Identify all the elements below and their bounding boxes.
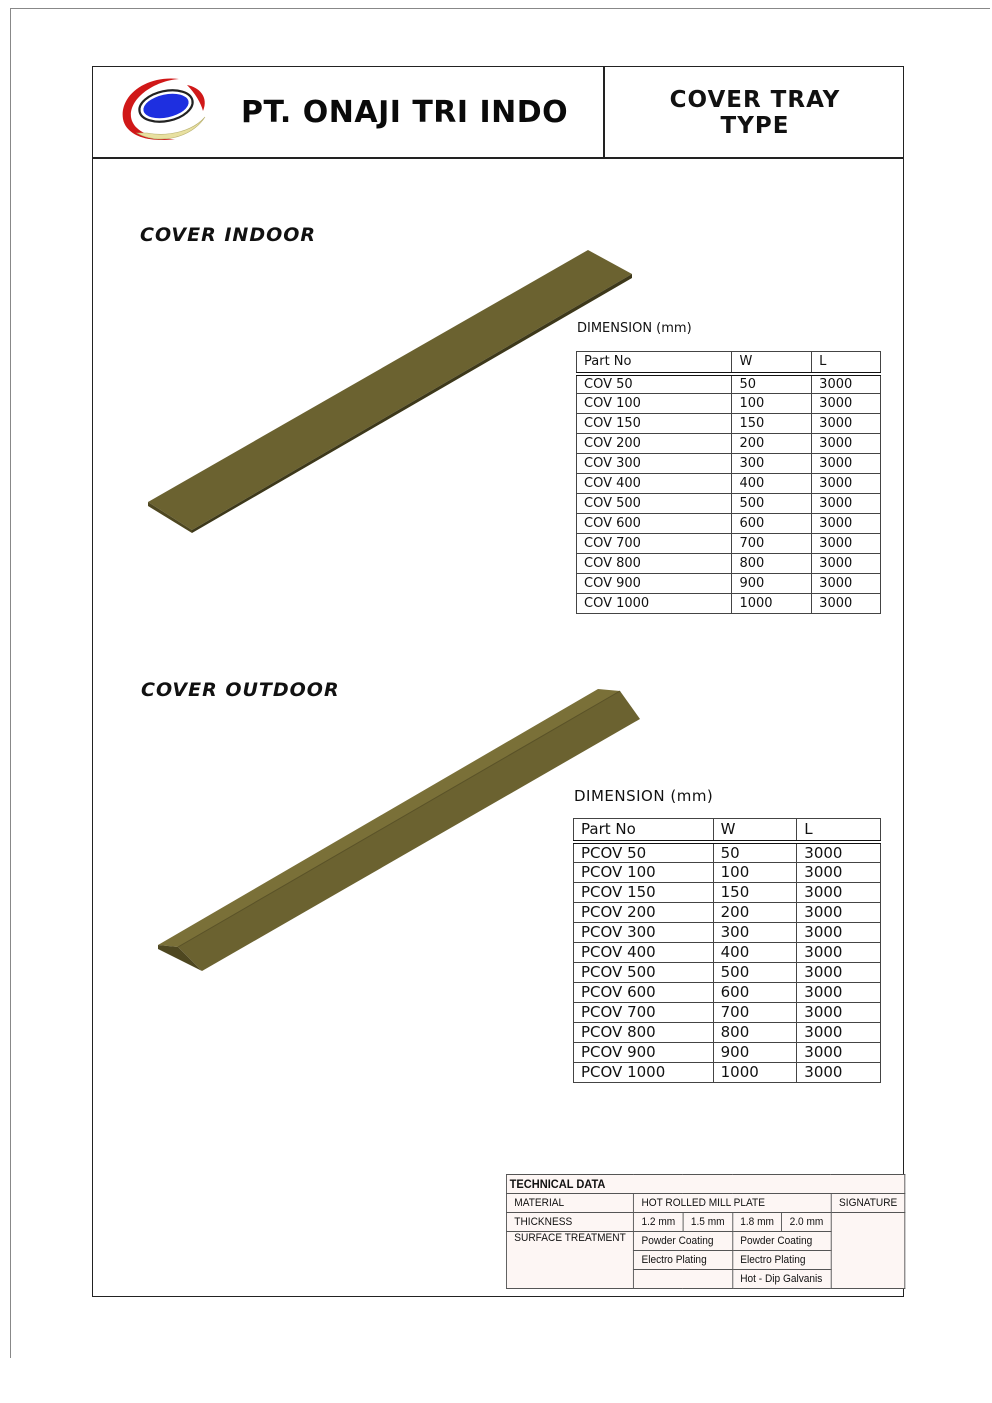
column-header-w: W — [713, 819, 797, 842]
signature-area — [831, 1213, 905, 1289]
table-row — [577, 394, 881, 414]
indoor-dimension-label: DIMENSION (mm) — [577, 321, 692, 336]
width-cell: 150 — [732, 414, 812, 434]
length-cell: 3000 — [797, 1022, 881, 1042]
part-no-cell: COV 400 — [577, 474, 732, 494]
part-no-cell: PCOV 300 — [574, 922, 714, 942]
outdoor-dimension-table — [573, 818, 881, 1083]
length-cell: 3000 — [797, 942, 881, 962]
width-cell: 300 — [713, 922, 797, 942]
surface-option-left: Powder Coating — [634, 1232, 733, 1251]
part-no-cell: PCOV 800 — [574, 1022, 714, 1042]
length-cell: 3000 — [797, 902, 881, 922]
table-row — [574, 1042, 881, 1062]
table-row — [577, 514, 881, 534]
table-row — [577, 374, 881, 394]
table-row — [577, 534, 881, 554]
part-no-cell: PCOV 150 — [574, 882, 714, 902]
length-cell: 3000 — [797, 882, 881, 902]
document-title-line2: TYPE — [720, 113, 790, 139]
thickness-row — [506, 1213, 905, 1232]
width-cell: 600 — [713, 982, 797, 1002]
width-cell: 500 — [713, 962, 797, 982]
width-cell: 900 — [713, 1042, 797, 1062]
part-no-cell: PCOV 100 — [574, 862, 714, 882]
table-row — [577, 434, 881, 454]
part-no-cell: PCOV 700 — [574, 1002, 714, 1022]
part-no-cell: PCOV 400 — [574, 942, 714, 962]
width-cell: 900 — [732, 574, 812, 594]
page-edge-top — [10, 8, 990, 9]
document-title — [605, 87, 905, 139]
technical-title-row — [506, 1175, 905, 1194]
thickness-option: 2.0 mm — [782, 1213, 831, 1232]
part-no-cell: COV 900 — [577, 574, 732, 594]
part-no-cell: COV 50 — [577, 374, 732, 394]
length-cell: 3000 — [797, 1042, 881, 1062]
thickness-option: 1.8 mm — [732, 1213, 781, 1232]
width-cell: 50 — [713, 842, 797, 863]
width-cell: 100 — [732, 394, 812, 414]
table-row — [577, 574, 881, 594]
indoor-cover-flange — [192, 274, 632, 533]
surface-option-left: Electro Plating — [634, 1251, 733, 1270]
table-row — [577, 554, 881, 574]
part-no-cell: PCOV 1000 — [574, 1062, 714, 1082]
width-cell: 500 — [732, 494, 812, 514]
part-no-cell: COV 600 — [577, 514, 732, 534]
length-cell: 3000 — [812, 574, 881, 594]
table-row — [574, 962, 881, 982]
indoor-dimension-table — [576, 351, 881, 614]
table-row — [577, 494, 881, 514]
table-header-row — [577, 352, 881, 374]
surface-treatment-label: SURFACE TREATMENT — [506, 1232, 633, 1289]
length-cell: 3000 — [812, 414, 881, 434]
table-header-row — [574, 819, 881, 842]
width-cell: 150 — [713, 882, 797, 902]
part-no-cell: COV 700 — [577, 534, 732, 554]
width-cell: 400 — [732, 474, 812, 494]
width-cell: 700 — [732, 534, 812, 554]
part-no-cell: COV 200 — [577, 434, 732, 454]
outdoor-section-title: COVER OUTDOOR — [141, 679, 340, 701]
page-edge-left — [10, 8, 11, 1358]
indoor-section-title: COVER INDOOR — [140, 224, 317, 246]
column-header-part-no: Part No — [574, 819, 714, 842]
table-row — [574, 902, 881, 922]
part-no-cell: PCOV 900 — [574, 1042, 714, 1062]
length-cell: 3000 — [797, 922, 881, 942]
table-row — [577, 594, 881, 614]
width-cell: 800 — [713, 1022, 797, 1042]
document-title-line1: COVER TRAY — [669, 87, 841, 113]
length-cell: 3000 — [812, 394, 881, 414]
table-row — [574, 882, 881, 902]
part-no-cell: COV 150 — [577, 414, 732, 434]
header — [93, 67, 903, 159]
material-label: MATERIAL — [506, 1194, 633, 1213]
surface-option-left-empty — [634, 1270, 733, 1289]
width-cell: 800 — [732, 554, 812, 574]
table-row — [574, 1062, 881, 1082]
surface-option-right: Electro Plating — [732, 1251, 831, 1270]
length-cell: 3000 — [812, 454, 881, 474]
width-cell: 200 — [732, 434, 812, 454]
width-cell: 600 — [732, 514, 812, 534]
column-header-l: L — [812, 352, 881, 374]
length-cell: 3000 — [797, 1002, 881, 1022]
length-cell: 3000 — [797, 982, 881, 1002]
signature-label: SIGNATURE — [831, 1194, 905, 1213]
length-cell: 3000 — [812, 474, 881, 494]
table-row — [574, 1022, 881, 1042]
length-cell: 3000 — [797, 862, 881, 882]
part-no-cell: COV 800 — [577, 554, 732, 574]
table-row — [574, 982, 881, 1002]
length-cell: 3000 — [812, 374, 881, 394]
technical-data-table — [506, 1174, 906, 1289]
length-cell: 3000 — [797, 962, 881, 982]
outdoor-dimension-label: DIMENSION (mm) — [574, 787, 714, 805]
length-cell: 3000 — [812, 554, 881, 574]
width-cell: 1000 — [713, 1062, 797, 1082]
table-row — [574, 842, 881, 863]
company-logo-icon — [117, 73, 209, 145]
table-row — [577, 454, 881, 474]
technical-data-title: TECHNICAL DATA — [506, 1175, 905, 1194]
width-cell: 200 — [713, 902, 797, 922]
material-value: HOT ROLLED MILL PLATE — [634, 1194, 832, 1213]
part-no-cell: COV 1000 — [577, 594, 732, 614]
outdoor-cover-ridge-line — [178, 691, 620, 947]
indoor-cover-top-face — [148, 250, 632, 530]
table-row — [574, 862, 881, 882]
surface-option-right: Hot - Dip Galvanis — [732, 1270, 831, 1289]
table-row — [577, 474, 881, 494]
thickness-label: THICKNESS — [506, 1213, 633, 1232]
table-row — [574, 1002, 881, 1022]
company-name: PT. ONAJI TRI INDO — [241, 95, 569, 130]
length-cell: 3000 — [812, 434, 881, 454]
material-row — [506, 1194, 905, 1213]
length-cell: 3000 — [812, 534, 881, 554]
length-cell: 3000 — [812, 494, 881, 514]
column-header-w: W — [732, 352, 812, 374]
part-no-cell: PCOV 50 — [574, 842, 714, 863]
length-cell: 3000 — [797, 842, 881, 863]
width-cell: 300 — [732, 454, 812, 474]
outdoor-cover-ridge-left — [158, 689, 620, 947]
table-row — [574, 942, 881, 962]
outdoor-cover-slope-right — [178, 691, 640, 971]
thickness-option: 1.5 mm — [683, 1213, 732, 1232]
indoor-cover-illustration — [140, 240, 640, 540]
part-no-cell: PCOV 200 — [574, 902, 714, 922]
part-no-cell: COV 300 — [577, 454, 732, 474]
width-cell: 400 — [713, 942, 797, 962]
width-cell: 700 — [713, 1002, 797, 1022]
width-cell: 100 — [713, 862, 797, 882]
part-no-cell: PCOV 500 — [574, 962, 714, 982]
width-cell: 1000 — [732, 594, 812, 614]
surface-option-right: Powder Coating — [732, 1232, 831, 1251]
part-no-cell: COV 100 — [577, 394, 732, 414]
length-cell: 3000 — [797, 1062, 881, 1082]
part-no-cell: COV 500 — [577, 494, 732, 514]
column-header-part-no: Part No — [577, 352, 732, 374]
column-header-l: L — [797, 819, 881, 842]
width-cell: 50 — [732, 374, 812, 394]
thickness-option: 1.2 mm — [634, 1213, 683, 1232]
table-row — [574, 922, 881, 942]
length-cell: 3000 — [812, 514, 881, 534]
length-cell: 3000 — [812, 594, 881, 614]
part-no-cell: PCOV 600 — [574, 982, 714, 1002]
table-row — [577, 414, 881, 434]
